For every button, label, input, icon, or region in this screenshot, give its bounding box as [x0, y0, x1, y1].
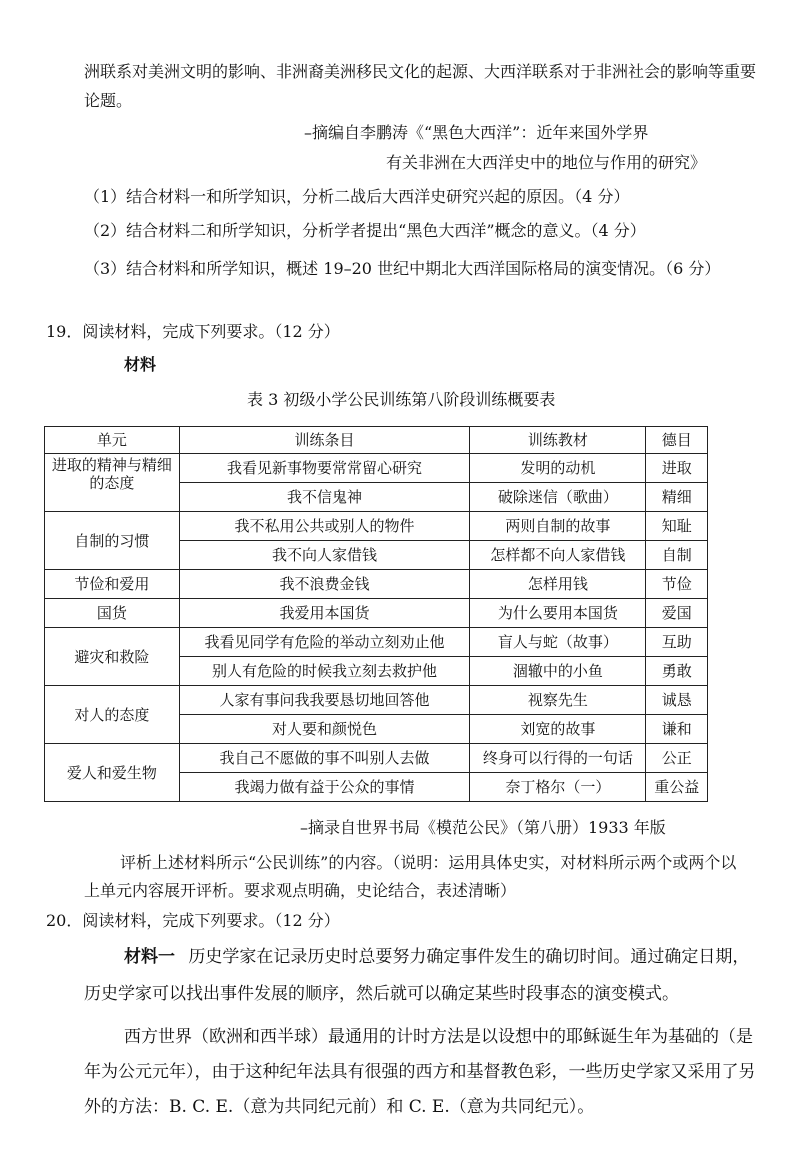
source-citation-line-2: 有关非洲在大西洋史中的地位与作用的研究》: [386, 153, 707, 172]
material-cell: 盲人与蛇（故事）: [470, 628, 646, 657]
item-cell: 我看见同学有危险的举动立刻劝止他: [179, 628, 470, 657]
virtue-cell: 重公益: [646, 773, 708, 802]
unit-cell: 对人的态度: [45, 686, 180, 744]
virtue-cell: 诚恳: [646, 686, 708, 715]
q20-material-1: [124, 946, 749, 968]
item-cell: 我不私用公共或别人的物件: [179, 512, 470, 541]
q19-material-label: 材料: [124, 355, 157, 374]
paragraph-2-line-2: 年为公元元年），由于这种纪年法具有很强的西方和基督教色彩，一些历史学家又采用了另: [84, 1062, 756, 1082]
q19-prompt-line-2: 上单元内容展开评析。要求观点明确，史论结合，表述清晰）: [84, 881, 517, 900]
material-cell: 怎样用钱: [470, 570, 646, 599]
q19-title: 19．阅读材料，完成下列要求。（12 分）: [46, 322, 340, 341]
unit-cell: 国货: [45, 599, 180, 628]
item-cell: 我自己不愿做的事不叫别人去做: [179, 744, 470, 773]
table-row: [45, 686, 708, 715]
continuation-line-2: 论题。: [84, 91, 133, 110]
table-header-row: [45, 427, 708, 454]
material-cell: 涸辙中的小鱼: [470, 657, 646, 686]
table-row: [45, 512, 708, 541]
training-table: [44, 426, 708, 802]
item-cell: 我不向人家借钱: [179, 541, 470, 570]
material-cell: 奈丁格尔（一）: [470, 773, 646, 802]
virtue-cell: 爱国: [646, 599, 708, 628]
question-3: （3）结合材料和所学知识，概述 19–20 世纪中期北大西洋国际格局的演变情况。（6 分）: [84, 259, 721, 278]
item-cell: 我竭力做有益于公众的事情: [179, 773, 470, 802]
item-cell: 对人要和颜悦色: [179, 715, 470, 744]
table-row: [45, 454, 708, 483]
question-1: （1）结合材料一和所学知识，分析二战后大西洋史研究兴起的原因。（4 分）: [84, 187, 630, 206]
header-item: 训练条目: [179, 427, 470, 454]
header-virtue: 德目: [646, 427, 708, 454]
continuation-line-1: 洲联系对美洲文明的影响、非洲裔美洲移民文化的起源、大西洋联系对于非洲社会的影响等重要: [84, 62, 757, 81]
virtue-cell: 精细: [646, 483, 708, 512]
material-cell: 视察先生: [470, 686, 646, 715]
q20-title: 20．阅读材料，完成下列要求。（12 分）: [46, 911, 340, 930]
material-1-label: 材料一: [124, 947, 175, 967]
material-1-text-1: 历史学家在记录历史时总要努力确定事件发生的确切时间。通过确定日期，: [188, 947, 750, 967]
table-row: [45, 570, 708, 599]
virtue-cell: 谦和: [646, 715, 708, 744]
material-cell: 发明的动机: [470, 454, 646, 483]
item-cell: 我爱用本国货: [179, 599, 470, 628]
material-cell: 终身可以行得的一句话: [470, 744, 646, 773]
paragraph-2-line-3: 外的方法：B. C. E.（意为共同纪元前）和 C. E.（意为共同纪元）。: [84, 1097, 595, 1117]
unit-cell: 进取的精神与精细的态度: [45, 454, 180, 512]
virtue-cell: 互助: [646, 628, 708, 657]
material-1-text-2: 历史学家可以找出事件发展的顺序，然后就可以确定某些时段事态的演变模式。: [84, 984, 679, 1004]
virtue-cell: 进取: [646, 454, 708, 483]
unit-cell: 避灾和救险: [45, 628, 180, 686]
paragraph-2-line-1: 西方世界（欧洲和西半球）最通用的计时方法是以设想中的耶稣诞生年为基础的（是: [124, 1027, 753, 1047]
material-cell: 刘宽的故事: [470, 715, 646, 744]
header-unit: 单元: [45, 427, 180, 454]
virtue-cell: 自制: [646, 541, 708, 570]
unit-cell: 爱人和爱生物: [45, 744, 180, 802]
unit-cell: 自制的习惯: [45, 512, 180, 570]
table-row: [45, 744, 708, 773]
material-cell: 两则自制的故事: [470, 512, 646, 541]
table-row: [45, 628, 708, 657]
material-cell: 怎样都不向人家借钱: [470, 541, 646, 570]
source-citation-line-1: –摘编自李鹏涛《“黑色大西洋”：近年来国外学界: [304, 123, 649, 142]
material-cell: 破除迷信（歌曲）: [470, 483, 646, 512]
material-cell: 为什么要用本国货: [470, 599, 646, 628]
q19-prompt-line-1: 评析上述材料所示“公民训练”的内容。（说明：运用具体史实，对材料所示两个或两个以: [120, 853, 737, 872]
virtue-cell: 知耻: [646, 512, 708, 541]
item-cell: 人家有事问我我要恳切地回答他: [179, 686, 470, 715]
virtue-cell: 节俭: [646, 570, 708, 599]
virtue-cell: 公正: [646, 744, 708, 773]
table-row: [45, 599, 708, 628]
virtue-cell: 勇敢: [646, 657, 708, 686]
item-cell: 我不浪费金钱: [179, 570, 470, 599]
question-2: （2）结合材料二和所学知识，分析学者提出“黑色大西洋”概念的意义。（4 分）: [84, 221, 646, 240]
table-caption: 表 3 初级小学公民训练第八阶段训练概要表: [247, 390, 556, 409]
table-source: –摘录自世界书局《模范公民》（第八册）1933 年版: [300, 818, 666, 837]
item-cell: 别人有危险的时候我立刻去救护他: [179, 657, 470, 686]
header-material: 训练教材: [470, 427, 646, 454]
unit-cell: 节俭和爱用: [45, 570, 180, 599]
item-cell: 我不信鬼神: [179, 483, 470, 512]
item-cell: 我看见新事物要常常留心研究: [179, 454, 470, 483]
